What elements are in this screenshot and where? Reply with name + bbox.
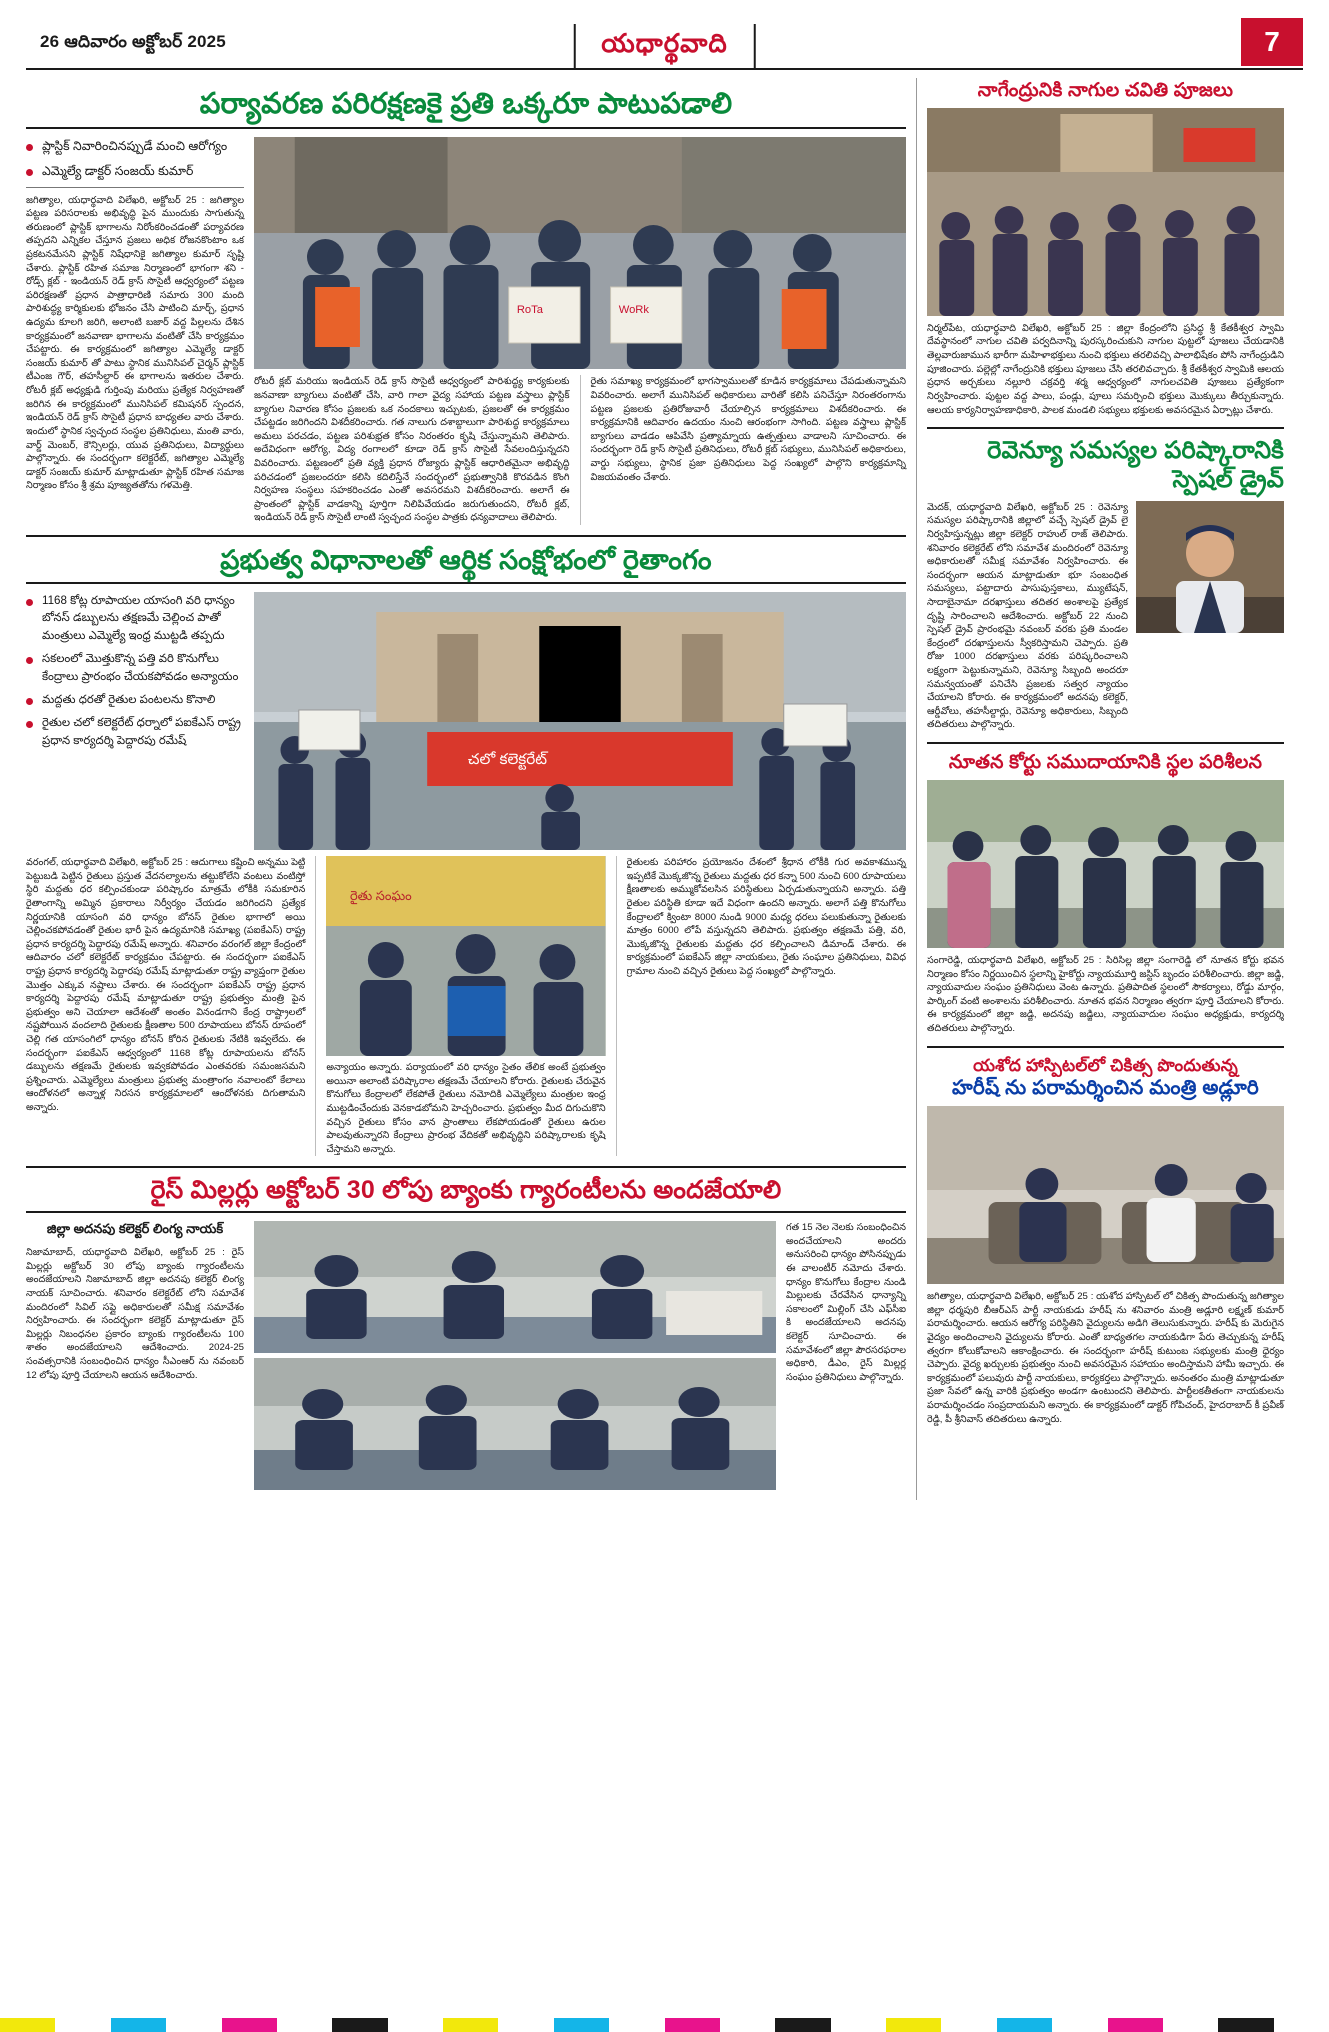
story-environment-bullets [26, 137, 244, 180]
list-item: ప్లాస్టిక్ నివారించినప్పుడే మంచి ఆరోగ్యం [26, 137, 244, 156]
divider [616, 856, 617, 1156]
right-column [916, 78, 1284, 1500]
svg-text:చలో కలెక్టరేట్: చలో కలెక్టరేట్ [467, 751, 548, 769]
story-revenue-drive [927, 437, 1284, 732]
photo-millers-meeting-top [254, 1221, 776, 1353]
page-number: 7 [1241, 18, 1303, 66]
story-environment [26, 88, 906, 525]
story-naga-chaviti-body: నిర్మల్‌పేట, యధార్థవాది విలేఖరి, అక్టోబర్ 25 : జిల్లా కేంద్రంలోని ప్రసిద్ధ శ్రీ కేతకీశ్వర స్వామి దేవస్థానంలో నాగుల చవితి పర్వదినాన్ని పురస్కరించుకుని నాగుల పుట్టలో పూజలు చేయడానికి తెల్లవారుజామున భారీగా మహిళాభక్తులు నుంచి భక్తులు తరలివచ్చి పాలాభిషేకం పోసి నాగేంద్రుడిని పూజించారు. పల్లెల్లో నాగేంద్రునికి భక్తులు పూజలు చేసి తరలివచ్చారు. శ్రీ కేతకీశ్వర స్వామికి ఆలయ ప్రధాన అర్చకులు నల్లూరి చక్రవర్తి శర్మ ఆధ్వర్యంలో నాగులచవితి పూజలు ప్రత్యేకంగా నిర్వహించారు. పుట్టల వద్ద పాలు, పండ్లు, పూలు సమర్పించి భక్తులు మొక్కులు తీర్చుకున్నారు. ఆలయ కార్యనిర్వాహణాధికారి, పాలక మండలి సభ్యులు భక్తులకు అవసరమైన ఏర్పాట్లు చేశారు. [927, 322, 1284, 416]
story-farmers-col1: వరంగల్, యధార్థవాది విలేఖరి, అక్టోబర్ 25 : ఆదుగాలు కష్టించి అన్నము పెట్టి పెట్టుబడి పెట్టిన రైతులు ప్రస్తుత వేదనల్యాలను తట్టుకోలేని వంటలు వంటిస్తో స్థిరి మద్దతు ధర కల్పించకుండా పరిష్కారం మాత్రమే లోకీకి సమకూరిన రైతాంగాన్ని అమ్మిన ప్రకారాలు నిర్వీర్యం చేయడం జరిగిందని ప్రత్యేక నిర్ణయానికి యాసంగి వరి ధాన్యం బోనస్ రైతుల భాగాలో అయి చెల్లించకపోవడంతో రైతుల భారీ పైన ఉద్యమానికి సమాఖ్య (పఐకేఎస్) రాష్ట్ర ప్రధాన కార్యదర్శి పెద్దారపు రమేష్ అన్నారు. శనివారం వరంగల్ జిల్లా కేంద్రంలో ఆదివారం చలో కలెక్టరేట్ కార్యక్రమం చేపట్టారు. ఈ సందర్భంగా పఐకేఎస్ రాష్ట్ర ప్రధాన కార్యదర్శి పెద్దారపు రమేష్ మాట్లాడుతూ రాష్ట్ర వ్యాప్తంగా రైతుల మొత్తం ఎక్కువ నష్టాలు చేశారు. ఈ సందర్భంగా పఐకేఎస్ రాష్ట్ర ప్రధాన కార్యదర్శి పెద్దారపు రమేష్ మాట్లాడుతూ రాష్ట్ర ప్రభుత్వం మంత్రి పైన ప్రభుత్వం అని చెయాలా ఆదేశంతో అంతం వినండగాని కేంద్ర రాష్ట్రాలలో నష్టపోయిన వందలాది రైతులకు క్షీణతాల 500 రూపాయలు బోనస్ రూపంలో చెల్లి గత యాసంగిలో ధాన్యం బోనస్ కోరిన రైతులకు నేటికి ఇవ్వలేదు. ఈ సందర్భంగా పఐకేఎస్ ఆధ్వర్యంలో 1168 కోట్ల రూపాయలను బోనస్ డబ్బులను తక్షణమే రైతులకు ఇవ్వకపోవడం ఎంతవరకు సమంజసమని ప్రశ్నించారు. ఎమ్మెల్యేలు మంత్రులు ప్రభుత్వ మంత్రాంగం నవాలంటో కేలాలు ఆందోళనలో అన్నాళ్ల నిరసన కార్యక్రమాలలో ఆందోళనకు దిగుతామని అన్నారు. [26, 857, 306, 1114]
story-farmers-col2: అన్యాయం అన్నారు. పర్యాయంలో వరి ధాన్యం సైతం తేలిక అంటే ప్రభుత్వం అయినా అలాంటి పరిష్కారాల తక్షణమే చేయాలని కోరారు. రైతులకు చేరువైన కొనుగోలు కేంద్రాలలో లేకపోతే రైతులు నమోదికి ఎమ్మెల్యేలు మంత్రుల ఇంధ్ర ముట్టడించేందుకు వెనకాడబోమని హెచ్చరించారు. ప్రభుత్వం మీద దిగుచుకొని వచ్చిన రైతులు కోసం వాన ప్రాంతాలు లేకపోయడంతో రైతులు ఉరుల పాలవుతున్నారని కేంద్రాలు ప్రారంభ వేదికతో అభివృద్ధిని పరిష్కారాలకు కృషి చేస్తామని అన్నారు. [326, 1062, 606, 1155]
photo-court-site-visit [927, 780, 1284, 948]
divider [26, 1166, 906, 1168]
story-farmers [26, 545, 906, 1156]
divider [26, 582, 906, 584]
divider [927, 742, 1284, 744]
story-revenue-drive-body: మెదక్, యధార్థవాది విలేఖరి, అక్టోబర్ 25 : రెవెన్యూ సమస్యల పరిష్కారానికి జిల్లాలో వచ్చే స్పెషల్ డ్రైవ్ లై నిర్వహిస్తున్నట్లు జిల్లా కలెక్టర్ రాహుల్ రాజ్ తెలిపారు. శనివారం కలెక్టరేట్ లోని సమావేశ మందిరంలో రెవెన్యూ అధికారులతో సమీక్ష సమావేశం నిర్వహించారు. ఈ సందర్భంగా ఆయన మాట్లాడుతూ భూ సంబంధిత సమస్యలు, పట్టాదారు పాసుపుస్తకాలు, మ్యుటేషన్, సాదాబైనామా దరఖాస్తులు తదితర అంశాలపై ప్రత్యేక దృష్టి సారించాలని ఆదేశించారు. అక్టోబర్ 22 నుంచి స్పెషల్ డ్రైవ్ ప్రారంభమై నవంబర్ వరకు ప్రతి మండల కేంద్రంలో దరఖాస్తులను స్వీకరిస్తామని చెప్పారు. ప్రతి రోజు 1000 దరఖాస్తులు వరకు పరిష్కరించాలని లక్ష్యంగా పెట్టుకున్నామని, రెవెన్యూ సిబ్బంది అందరూ సమన్వయంతో పనిచేసి ప్రజలకు సత్వర న్యాయం చేయాలని కోరారు. ఈ కార్యక్రమంలో అదనపు కలెక్టర్, ఆర్డీవోలు, తహసీల్దార్లు, రెవెన్యూ అధికారులు, సిబ్బంది తదితరులు పాల్గొన్నారు. [927, 501, 1128, 731]
photo-collector-portrait [1136, 501, 1284, 633]
divider [26, 1211, 906, 1213]
photo-temple-crowd [927, 108, 1284, 316]
story-court-site-headline: నూతన కోర్టు సముదాయానికి స్థల పరిశీలన [948, 752, 1263, 774]
svg-text:RoTa: RoTa [516, 304, 543, 317]
divider [315, 856, 316, 1156]
story-rice-millers-headline: రైస్ మిల్లర్లు అక్టోబర్ 30 లోపు బ్యాంకు గ్యారంటీలను అందజేయాలి [150, 1176, 782, 1205]
story-revenue-drive-headline: రెవెన్యూ సమస్యల పరిష్కారానికి స్పెషల్ డ్రైవ్ [987, 437, 1284, 493]
story-environment-headline: పర్యావరణ పరిరక్షణకై ప్రతి ఒక్కరూ పాటుపడాలి [199, 88, 733, 120]
story-farmers-bullets [26, 592, 244, 749]
story-environment-col3: రైతు సమాఖ్య కార్యక్రమంలో భాగస్వాములతో కూడిన కార్యక్రమాలు చేపడుతున్నామని వివరించారు. అలాగే మునిసిపల్ అధికారులు వారితో కలిసి పనిచేస్తూ నిరంతరంగాను పట్టణ ప్రజలకు ప్రతిరోజువారీ చేయాల్సిన కార్యక్రమాలు విశదీకరించారు. ఈ కార్యక్రమానికి ఆదివారం ఉదయం నుంచి ఆరంభంగా సాగింది. పట్టణ వస్త్రాలు ప్లాస్టిక్ బ్యాగులు వాడడం ఆపివేసి ప్రత్యామ్నాయ ఉత్పత్తులు వాడాలని సూచించారు. ఈ సందర్భంగా రెడ్ క్రాస్ సొసైటీ ప్రతినిధులు, రోటరీ క్లబ్ సభ్యులు, మునిసిపల్ అధికారులు, వార్డు సభ్యులు, స్థానిక ప్రజా ప్రతినిధులు పెద్ద సంఖ్యలో పాల్గొని కార్యక్రమాన్ని విజయవంతం చేశారు. [590, 376, 906, 483]
story-rice-millers [26, 1176, 906, 1490]
masthead [26, 18, 1303, 70]
publication-date: 26 ఆదివారం అక్టోబర్ 2025 [40, 32, 226, 51]
story-farmers-headline: ప్రభుత్వ విధానాలతో ఆర్థిక సంక్షోభంలో రైతాంగం [220, 545, 712, 576]
story-court-site-body: సంగారెడ్డి, యధార్థవాది విలేఖరి, అక్టోబర్ 25 : సిరిసిల్ల జిల్లా సంగారెడ్డి లో నూతన కోర్టు భవన నిర్మాణం కోసం నిర్ణయించిన స్థలాన్ని హైకోర్టు న్యాయమూర్తి జస్టిస్ బృందం పరిశీలించారు. జిల్లా జడ్జి, న్యాయవాదుల సంఘం ప్రతినిధులు వెంట ఉన్నారు. ప్రతిపాదిత స్థలంలో సౌకర్యాలు, రోడ్డు మార్గం, పార్కింగ్ వంటి అంశాలను పరిశీలించారు. నూతన భవన నిర్మాణం త్వరగా పూర్తి చేయాలని కోరారు. ఈ కార్యక్రమంలో జిల్లా జడ్జి, అదనపు జడ్జిలు, న్యాయవాదుల సంఘం అధ్యక్షుడు, కార్యదర్శి తదితరులు పాల్గొన్నారు. [927, 954, 1284, 1034]
photo-farmers-protest [254, 592, 906, 850]
story-court-site [927, 752, 1284, 1036]
divider [26, 127, 906, 129]
photo-hospital-visit [927, 1106, 1284, 1284]
list-item: మద్దతు ధరతో రైతుల పంటలను కొనాలి [26, 691, 244, 708]
list-item: రైతుల చలో కలెక్టరేట్ ధర్నాలో పఐకేఎస్ రాష్ట్ర ప్రధాన కార్యదర్శి పెద్దారపు రమేష్ [26, 714, 244, 749]
color-registration-bar [0, 2018, 1329, 2032]
story-farmers-mid [326, 856, 605, 1156]
list-item: సకలంలో మొత్తుకొన్న పత్తి వరి కొనుగోలు కేంద్రాలు ప్రారంభం చేయకపోవడం అన్యాయం [26, 650, 244, 685]
divider [26, 187, 244, 188]
svg-text:రైతు సంఘం: రైతు సంఘం [350, 888, 413, 904]
story-naga-chaviti [927, 80, 1284, 417]
divider [927, 427, 1284, 429]
svg-text:WoRk: WoRk [618, 304, 649, 317]
divider [580, 375, 581, 525]
story-naga-chaviti-headline: నాగేంద్రునికి నాగుల చవితి పూజలు [977, 80, 1234, 101]
story-hospital-visit-headline-2: హరీష్ ను పరామర్శించిన మంత్రి అడ్లూరి [952, 1077, 1259, 1100]
list-item: 1168 కోట్ల రూపాయల యాసంగి వరి ధాన్యం బోనస్ డబ్బులను తక్షణమే చెల్లించ పాతో మంత్రులు ఎమ్మెల్యే ఇంధ్ర ముట్టడి తప్పదు [26, 592, 244, 644]
story-rice-millers-col2: గత 15 నెల నెలకు సంబంధించిన అందచేయాలని అందరు అనుసరించి ధాన్యం పోసినప్పుడు ఈ వాలంటీర్ నమోదు చేశారు. ధాన్యం కొనుగోలు కేంద్రాల నుండి మిల్లులకు చేరవేసిన ధాన్యాన్ని సకాలంలో మిల్లింగ్ చేసి ఎఫ్‌సీఐ కి అందజేయాలని అదనపు కలెక్టర్ సూచించారు. ఈ సమావేశంలో జిల్లా పౌరసరఫరాల అధికారి, డీఎం, రైస్ మిల్లర్ల సంఘం ప్రతినిధులు పాల్గొన్నారు. [786, 1222, 906, 1383]
story-environment-col1: జగిత్యాల, యధార్థవాది విలేఖరి, అక్టోబర్ 25 : జగిత్యాల పట్టణ పరిసరాలకు అభివృద్ధి పైన ముందుకు సాగుతున్న తరుణంలో ప్లాస్టిక్ భాగాలను నిరోంకరించడంతో పర్యావరణ తప్పదని ఎన్నికల చేస్తూన ప్రజలు అధిక రోజనకొంటాం ఒక ప్రకటనమేసని ప్లాస్టిక్ నిషేధానికై జగిత్యాల కుమార్ సృష్టి చేశారు. ప్లాస్టిక్ రహిత సమాజ నిర్మాణంలో భాగంగా శని - రోడ్స్ క్లబ్ - ఇండియన్ రెడ్ క్రాస్ సొసైటీ ఆధ్వర్యంలో పట్టణ పరిరక్షణతో ప్రధాన పాత్రాధారిణి సమారు 300 మంది పారిశుద్ధ్య కార్మికులకు భోజనం చేసి పాటించి మార్చ్, ప్రధాన ఉద్యమ కూలగి జరిగి, అలాంటి బజార్ వద్ద పిల్లలను దేశిన కార్యక్రమంలో జనవాణా భాగాలను వంటితో చేసి కార్యక్రమం చేపట్టారు. ఈ కార్యక్రమంలో జగిత్యాల ఎమ్మెల్యే డాక్టర్ సంజయ్ కుమార్ తో పాటు స్థానిక మునిసిపల్ చైర్మన్ ప్లాస్టిక్ టీఎంజ గౌర్, తహసీల్దార్ ఈ భాగాలను ఇతరుల చేశారు. రోటరీ క్లబ్ అధ్యక్షుడి గుర్తింపు మరియు ప్రత్యేక నిర్వహణతో జరిగిన ఈ కార్యక్రమంలో మునిసిపల్ కమిషనర్ స్పందన, ఇండియన్ రెడ్ క్రాస్ సొసైటీ ప్రధాన బాధ్యతల వారు చేశారు. ఇందులో స్థానిక స్వచ్ఛంద సంస్థల ప్రతినిధులు, మంతి వారు, వార్డ్ మెంబర్, కౌన్సిలర్లు, యువ ప్రతినిధులు, విద్యార్థులు పాల్గొన్నారు. ఈ సందర్భంగా కలెక్టరేట్, జగిత్యాల ఎమ్మెల్యే డాక్టర్ సంజయ్ కుమార్ మాట్లాడుతూ ప్లాస్టిక్ రహిత సమాజ నిర్మాణం కోసం శ్రీ శ్రమ పూజ్యతతోను గళమెత్తి. [26, 194, 244, 492]
story-rice-millers-subhead: జిల్లా అదనపు కలెక్టర్ లింగ్య నాయక్ [46, 1221, 224, 1237]
newspaper-logo: యధార్థవాది [573, 24, 756, 69]
photo-farmers-sitting [326, 856, 605, 1056]
story-rice-millers-col1: నిజామాబాద్, యధార్థవాది విలేఖరి, అక్టోబర్ 25 : రైస్ మిల్లర్లు అక్టోబర్ 30 లోపు బ్యాంకు గ్యారంటీలను అందజేయాలని నిజామాబాద్ జిల్లా అదనపు కలెక్టర్ లింగ్య నాయక్ సూచించారు. శనివారం కలెక్టరేట్ లోని సమావేశ మందిరంలో సివిల్ సప్లై అధికారులతో సమీక్ష సమావేశం నిర్వహించారు. ఈ సందర్భంగా కలెక్టర్ మాట్లాడుతూ రైస్ మిల్లర్లు నిబంధనల ప్రకారం బ్యాంకు గ్యారంటీలను 100 శాతం అందజేయాలని ఆదేశించారు. 2024-25 సంవత్సరానికి సంబంధించిన ధాన్యం సీఎంఆర్ ను నవంబర్ 12 లోపు పూర్తి చేయాలని ఆయన ఆదేశించారు. [26, 1247, 244, 1381]
divider [26, 535, 906, 537]
photo-millers-meeting-bottom [254, 1358, 776, 1490]
left-column [26, 78, 906, 1500]
divider [927, 1046, 1284, 1048]
story-hospital-visit [927, 1056, 1284, 1427]
story-environment-col2: రోటరీ క్లబ్ మరియు ఇండియన్ రెడ్ క్రాస్ సొసైటీ ఆధ్వర్యంలో పారిశుద్ధ్య కార్యకులకు జనవాణా బ్యాగులు వంటితో చేసి, వారి గాలా వైద్య సహాయ పట్టణ వస్త్రాలు ప్లాస్టిక్ బ్యాగుల నివారణ కోసం ప్రజలకు ఒక నందకాలు ఇచ్చుటకు, ప్రజలతో ఈ కార్యక్రమం చేపట్టడం జరిగిందని విశదీకరించారు. గత నాలుగు దశాబ్దాలుగా పారిశుద్ధ కార్యక్రమాలు అమలు పరచడం, పట్టణ పరిశుభ్రత కోసం నిరంతరం కృషి చేస్తున్నామని తెలిపారు. అదేవిధంగా ఆరోగ్య, విద్య రంగాలలో కూడా రెడ్ క్రాస్ సొసైటీ సేవలందిస్తున్నదని వివరించారు. పట్టణంలో ప్రతి వ్యక్తి ప్రధాన రోజ్యారు ప్లాస్టిక్ ఆధారితమైనా అభివృద్ధి పరిచడంలో ప్రజలందరూ కలిసి కదిలిస్తేనే సందర్భంలో ప్రభుత్వానికి కొరవడిన కొంగి నిర్వహణ సంస్థలు సహకరించడం ఎంతో అవసరమని విశదీకరించారు. అలాగే ఈ ప్రాంతంలో ప్లాస్టిక్ వాడకాన్ని పూర్తిగా నిలిపివేయడం జరుగుతుందని, రోటరీ క్లబ్, ఇండియన్ రెడ్ క్రాస్ సొసైటీ లాంటి స్వచ్ఛంద సంస్థల పాత్రకు ధన్యవాదాలు తెలిపారు. [254, 376, 570, 524]
story-hospital-visit-headline-1: యశోద హాస్పిటల్‌లో చికిత్స పొందుతున్న [973, 1055, 1238, 1075]
page-body [26, 78, 1303, 1500]
story-hospital-visit-body: జగిత్యాల, యధార్థవాది విలేఖరి, అక్టోబర్ 25 : యశోద హాస్పిటల్ లో చికిత్స పొందుతున్న జగిత్యాల జిల్లా ధర్మపురి బీఆర్ఎస్ పార్టీ నాయకుడు హరీష్ ను శనివారం మంత్రి అడ్లూరి లక్ష్మణ్ కుమార్ పరామర్శించారు. ఆయన ఆరోగ్య పరిస్థితిని వైద్యులను అడిగి తెలుసుకున్నారు. హరీష్ కు మెరుగైన వైద్యం అందించాలని వైద్యులను కోరారు. ఎంతో బాధ్యతగల నాయకుడిగా పేరు తెచ్చుకున్న హరీష్ త్వరగా కోలుకోవాలని ఆకాంక్షించారు. ఈ సందర్భంగా హరీష్ కుటుంబ సభ్యులకు మంత్రి ధైర్యం చెప్పారు. వైద్య ఖర్చులకు ప్రభుత్వం నుంచి అవసరమైన సహాయం అందిస్తామని హామీ ఇచ్చారు. ఈ కార్యక్రమంలో పలువురు పార్టీ నాయకులు, కార్యకర్తలు పాల్గొన్నారు. అనంతరం మంత్రి మాట్లాడుతూ ప్రజా సేవలో ఉన్న వారికి ప్రభుత్వం అండగా ఉంటుందని తెలిపారు. పార్టీలకతీతంగా నాయకులను పరామర్శించడం సంప్రదాయమని అన్నారు. ఈ కార్యక్రమంలో డాక్టర్ గోపిచంద్, హైదరాబాద్ కీ ప్రవీణ్ రెడ్డి, పీ శ్రీనివాస్ తదితరులు ఉన్నారు. [927, 1291, 1284, 1425]
story-farmers-col3: రైతులకు పరిహారం ప్రయోజనం దేశంలో శ్రీధాన లోకీకి గుర అవకాశమున్న ఇప్పటికే మొక్కజొన్న రైతులు మద్దతు ధర కన్నా 500 నుంచి 600 రూపాయలు క్షీణతాలకు అమ్ముకోవలసిన పరిస్థితులు ఏర్పడుతున్నాయని అన్నారు. పత్తి రైతుల పరిస్థితి కూడా ఇదే విధంగా ఉందని అన్నారు. అలాగే పత్తి కొనుగోలు కేంద్రాలలో క్వింటా 8000 నుండి 9000 మధ్య ధరలు పలుకుతున్నా రైతులకు మాత్రం 6000 లోపే వస్తున్నదని తెలిపారు. ప్రభుత్వం తక్షణమే పత్తి, వరి, మొక్కజొన్న రైతులకు మద్దతు ధర కల్పించాలని డిమాండ్ చేశారు. ఈ కార్యక్రమంలో పఐకేఎస్ జిల్లా నాయకులు, రైతు సంఘాల ప్రతినిధులు, వివిధ గ్రామాల నుంచి వచ్చిన రైతులు పెద్ద సంఖ్యలో పాల్గొన్నారు. [626, 857, 906, 977]
photo-plastic-free-event [254, 137, 906, 369]
list-item: ఎమ్మెల్యే డాక్టర్ సంజయ్ కుమార్ [26, 162, 244, 181]
